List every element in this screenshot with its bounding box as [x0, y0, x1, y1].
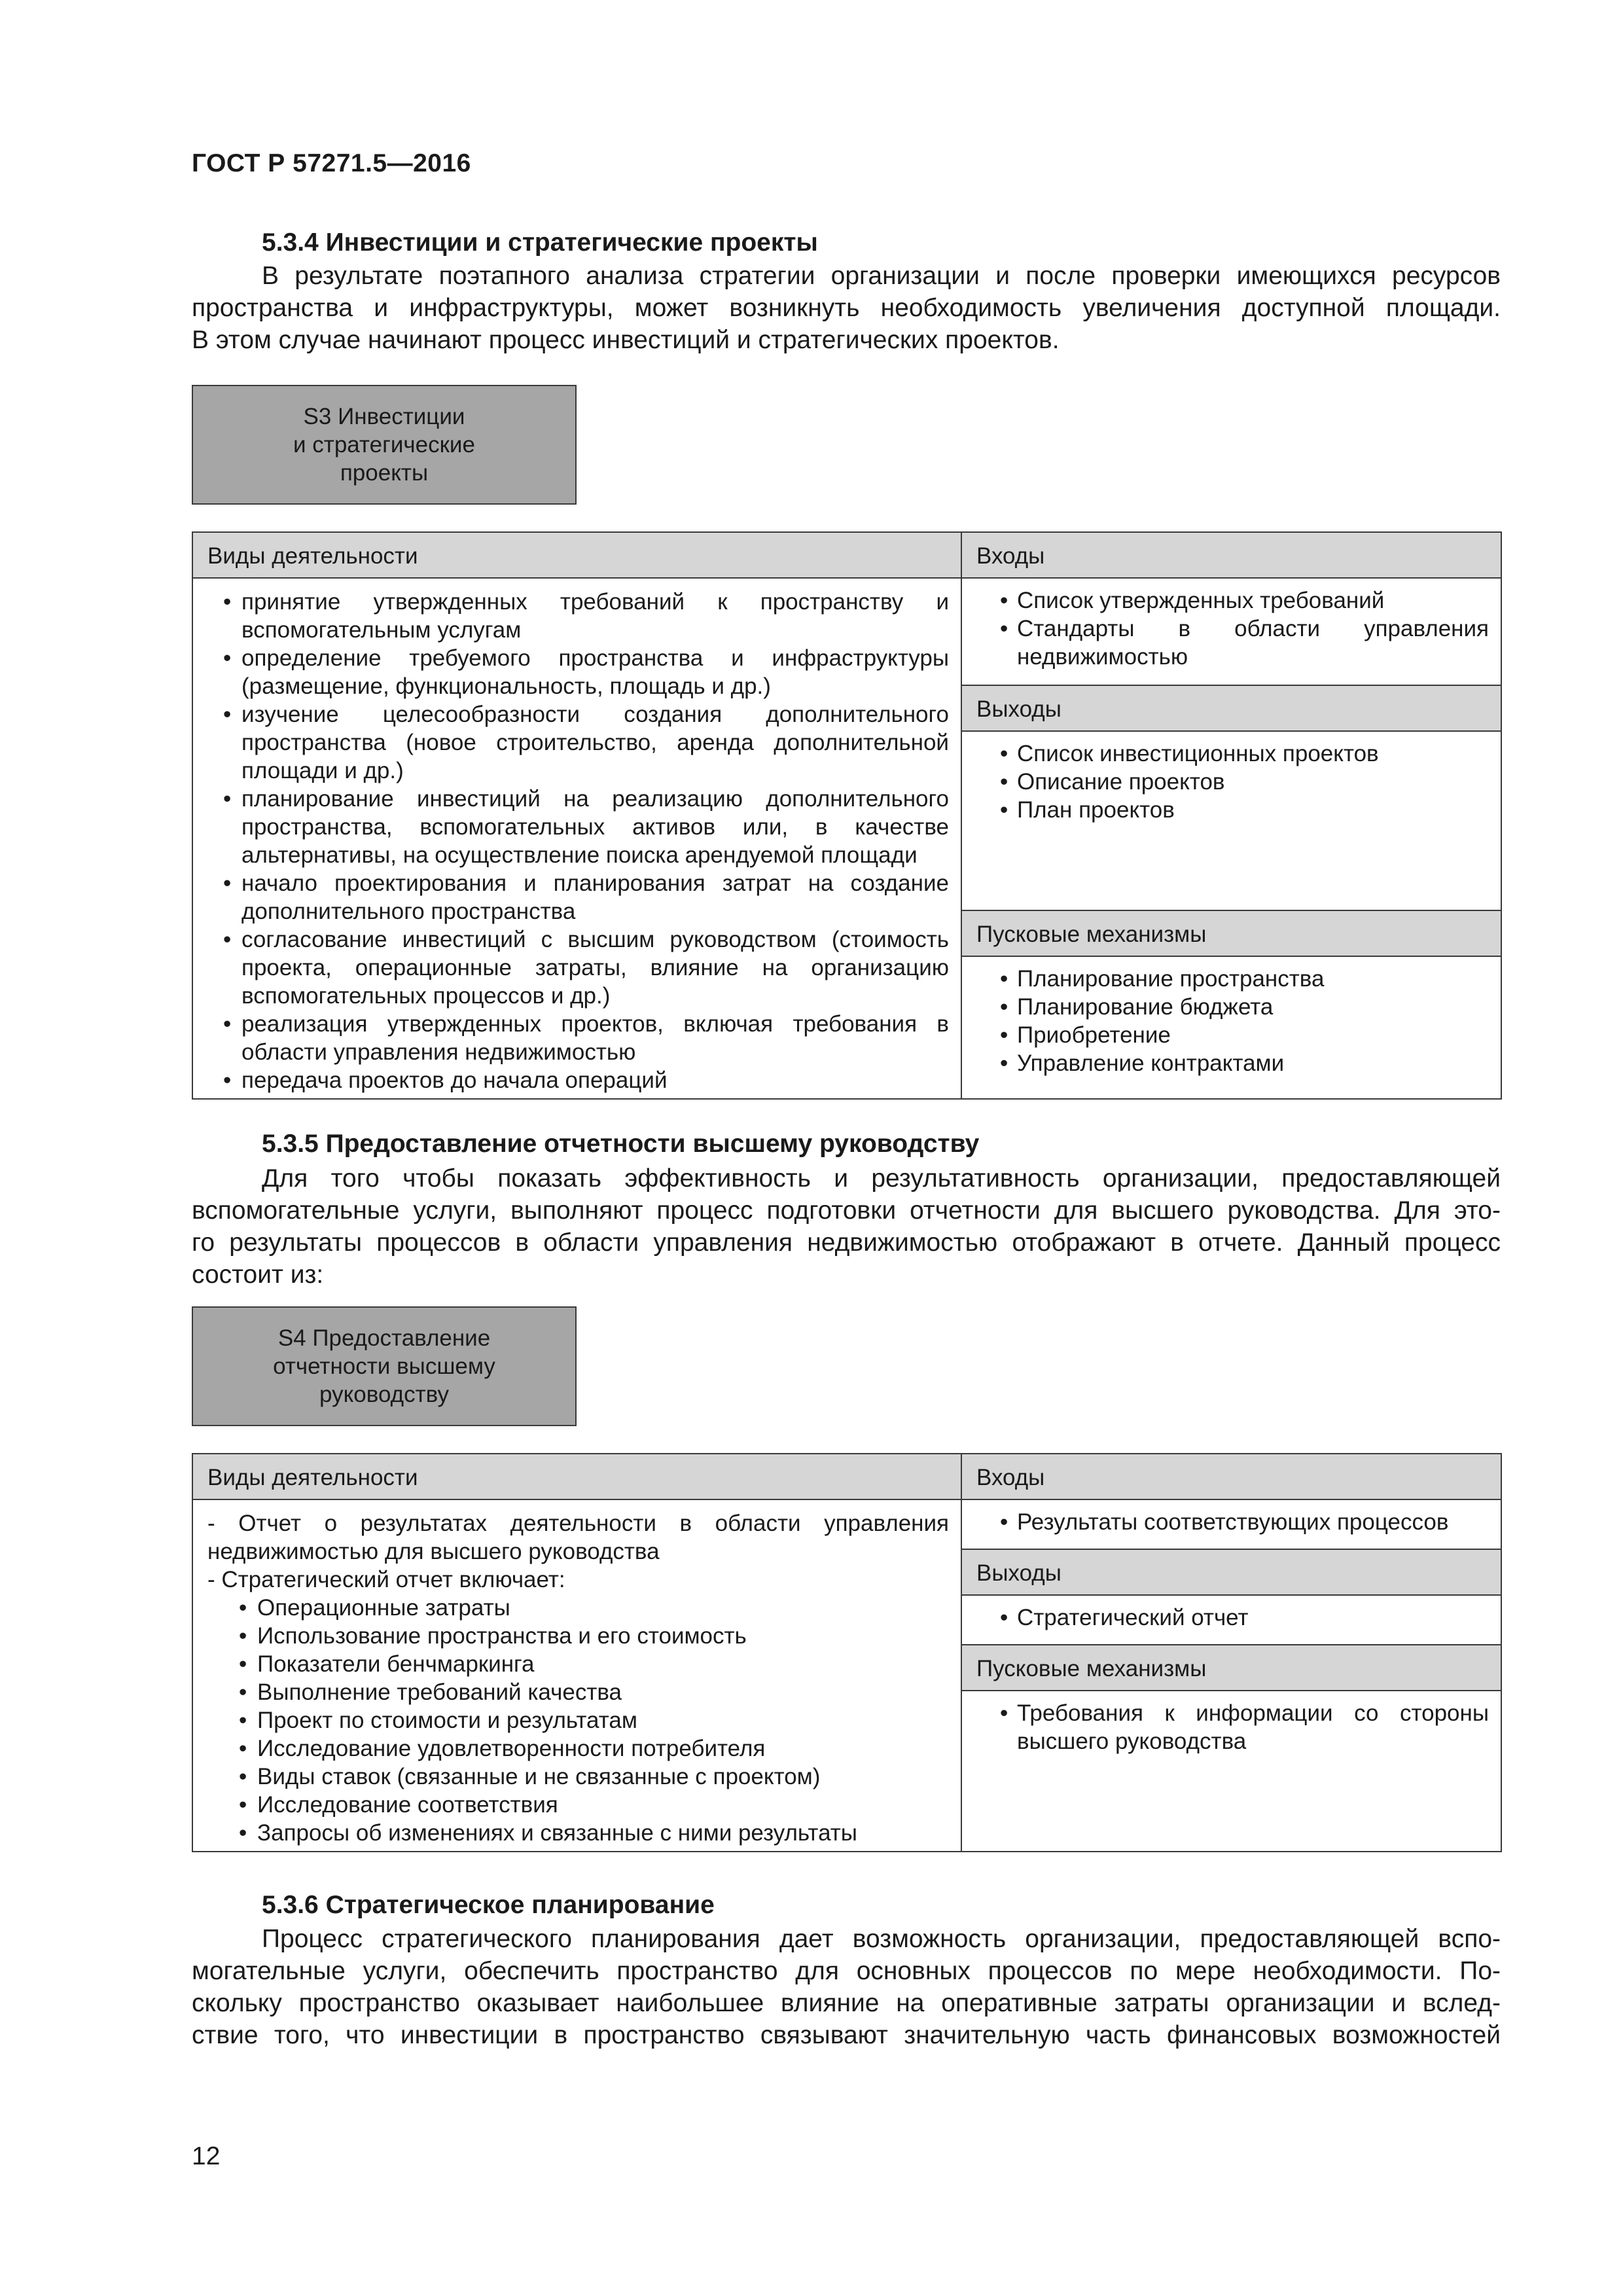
list-item: • Список утвержденных требований: [974, 586, 1489, 615]
box-line: и стратегические: [293, 432, 475, 457]
activity-line: - Отчет о результатах деятельности в области управления недвижимостью для высшего руководства: [207, 1511, 949, 1564]
paragraph-line: могательные услуги, обеспечить пространство для основных процессов по мере необходимости. По-: [192, 1957, 1501, 1985]
process-table-s4: [192, 1453, 1502, 1852]
list-item: • Требования к информации со стороны высшего руководства: [974, 1699, 1489, 1755]
activities-list: [205, 1594, 949, 1847]
list-item: • реализация утвержденных проектов, включая требования в области управления недвижимостью: [205, 1010, 949, 1066]
section-paragraph-534: [192, 260, 1501, 356]
box-line: S4 Предоставление: [277, 1325, 491, 1351]
paragraph-line: пространства и инфраструктуры, может возникнуть необходимость увеличения доступной площади.: [192, 294, 1501, 322]
section-paragraph-536: [192, 1923, 1501, 2051]
list-item: • Результаты соответствующих процессов: [974, 1508, 1489, 1536]
process-box-s3: [192, 385, 577, 505]
activities-list: [205, 588, 949, 1094]
section-heading-535: 5.3.5 Предоставление отчетности высшему руководству: [262, 1130, 980, 1158]
list-item: • начало проектирования и планирования затрат на создание дополнительного пространства: [205, 869, 949, 925]
list-item: • Управление контрактами: [974, 1049, 1489, 1077]
list-item: • Список инвестиционных проектов: [974, 740, 1489, 768]
list-item: • Описание проектов: [974, 768, 1489, 796]
paragraph-line: Процесс стратегического планирования дает возможность организации, предоставляющей вспо-: [262, 1925, 1501, 1953]
list-item: • Выполнение требований качества: [205, 1678, 949, 1706]
paragraph-line: состоит из:: [192, 1261, 324, 1289]
list-item: • Стандарты в области управления недвижимостью: [974, 615, 1489, 671]
process-box-s4: [192, 1306, 577, 1426]
list-item: • Операционные затраты: [205, 1594, 949, 1622]
paragraph-line: го результаты процессов в области управления недвижимостью отображают в отчете. Данный процесс: [192, 1229, 1501, 1257]
outputs-list: [974, 1604, 1489, 1632]
box-line: отчетности высшему: [273, 1354, 495, 1379]
list-item: • принятие утвержденных требований к пространству и вспомогательным услугам: [205, 588, 949, 644]
page-number: 12: [192, 2142, 221, 2170]
paragraph-line: Для того чтобы показать эффективность и результативность организации, предоставляющей: [262, 1164, 1501, 1193]
list-item: • План проектов: [974, 796, 1489, 824]
inputs-list: [974, 586, 1489, 671]
list-item: • Стратегический отчет: [974, 1604, 1489, 1632]
list-item: • планирование инвестиций на реализацию дополнительного пространства, вспомогательных активов или, в качестве альтернативы, на осуществление поиска арендуемой площади: [205, 785, 949, 869]
list-item: • Виды ставок (связанные и не связанные с проектом): [205, 1763, 949, 1791]
section-heading-534: 5.3.4 Инвестиции и стратегические проекты: [262, 228, 818, 257]
list-item: • изучение целесообразности создания дополнительного пространства (новое строительство, аренда дополнительной площади и др.): [205, 700, 949, 785]
list-item: • Показатели бенчмаркинга: [205, 1650, 949, 1678]
box-line: S3 Инвестиции: [303, 404, 465, 429]
box-line: проекты: [340, 460, 429, 486]
activity-line: - Стратегический отчет включает:: [207, 1567, 565, 1592]
activities-header: Виды деятельности: [192, 1454, 961, 1499]
list-item: • Проект по стоимости и результатам: [205, 1706, 949, 1734]
list-item: • определение требуемого пространства и инфраструктуры (размещение, функциональность, площадь и др.): [205, 644, 949, 700]
triggers-cell: [961, 956, 1501, 1099]
list-item: • передача проектов до начала операций: [205, 1066, 949, 1094]
section-paragraph-535: [192, 1162, 1501, 1291]
inputs-header: Входы: [961, 1454, 1501, 1499]
paragraph-line: вспомогательные услуги, выполняют процесс подготовки отчетности для высшего руководства. Для это-: [192, 1196, 1501, 1225]
list-item: • Использование пространства и его стоимость: [205, 1622, 949, 1650]
outputs-list: [974, 740, 1489, 824]
page-header: ГОСТ Р 57271.5—2016: [192, 149, 471, 177]
list-item: • Приобретение: [974, 1021, 1489, 1049]
activities-cell: [192, 578, 961, 1099]
inputs-cell: [961, 578, 1501, 685]
activities-cell: [192, 1499, 961, 1852]
section-heading-536: 5.3.6 Стратегическое планирование: [262, 1891, 715, 1919]
outputs-cell: [961, 731, 1501, 910]
inputs-list: [974, 1508, 1489, 1536]
inputs-header: Входы: [961, 532, 1501, 578]
outputs-header: Выходы: [961, 685, 1501, 731]
list-item: • Планирование пространства: [974, 965, 1489, 993]
outputs-header: Выходы: [961, 1549, 1501, 1595]
triggers-cell: [961, 1691, 1501, 1852]
paragraph-line: скольку пространство оказывает наибольшее влияние на оперативные затраты организации и вслед-: [192, 1989, 1501, 2017]
triggers-header: Пусковые механизмы: [961, 910, 1501, 956]
triggers-list: [974, 1699, 1489, 1755]
activities-header: Виды деятельности: [192, 532, 961, 578]
list-item: • Планирование бюджета: [974, 993, 1489, 1021]
paragraph-line: В результате поэтапного анализа стратегии организации и после проверки имеющихся ресурсов: [262, 262, 1501, 290]
list-item: • Исследование удовлетворенности потребителя: [205, 1734, 949, 1763]
paragraph-line: В этом случае начинают процесс инвестиций и стратегических проектов.: [192, 326, 1060, 354]
inputs-cell: [961, 1499, 1501, 1549]
triggers-header: Пусковые механизмы: [961, 1645, 1501, 1691]
list-item: • Запросы об изменениях и связанные с ними результаты: [205, 1819, 949, 1847]
list-item: • Исследование соответствия: [205, 1791, 949, 1819]
box-line: руководству: [319, 1382, 449, 1407]
triggers-list: [974, 965, 1489, 1077]
list-item: • согласование инвестиций с высшим руководством (стоимость проекта, операционные затраты, влияние на организацию вспомогательных процессов и др.): [205, 925, 949, 1010]
paragraph-line: ствие того, что инвестиции в пространство связывают значительную часть финансовых возможностей: [192, 2021, 1501, 2049]
outputs-cell: [961, 1595, 1501, 1645]
process-table-s3: [192, 531, 1502, 1100]
